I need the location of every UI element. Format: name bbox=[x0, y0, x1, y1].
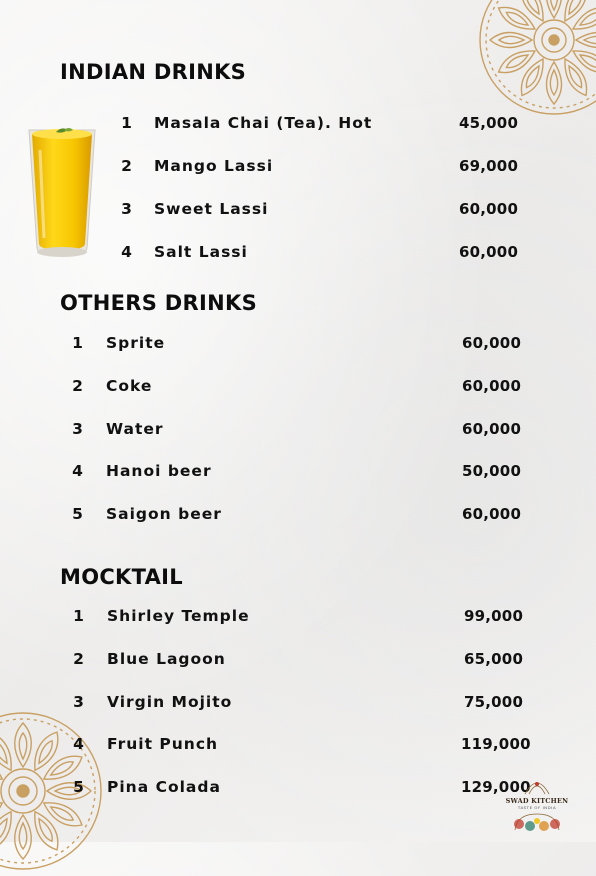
item-number: 5 bbox=[72, 505, 84, 523]
item-number: 3 bbox=[72, 420, 84, 438]
item-price: 75,000 bbox=[464, 693, 524, 711]
menu-item bbox=[0, 735, 596, 755]
item-number: 4 bbox=[72, 462, 84, 480]
menu-item bbox=[0, 420, 596, 440]
item-price: 129,000 bbox=[461, 778, 531, 796]
item-number: 4 bbox=[121, 243, 133, 261]
menu-item bbox=[0, 377, 596, 397]
item-name: Mango Lassi bbox=[154, 157, 274, 175]
item-number: 3 bbox=[121, 200, 133, 218]
item-name: Coke bbox=[106, 377, 153, 395]
item-name: Fruit Punch bbox=[107, 735, 219, 753]
menu-item bbox=[0, 334, 596, 354]
swad-kitchen-logo bbox=[503, 774, 571, 832]
item-name: Shirley Temple bbox=[107, 607, 250, 625]
item-name: Sweet Lassi bbox=[154, 200, 269, 218]
item-price: 119,000 bbox=[461, 735, 531, 753]
item-price: 60,000 bbox=[462, 377, 522, 395]
menu-item bbox=[0, 114, 596, 134]
mandala-top-right-decoration bbox=[474, 0, 596, 120]
item-price: 69,000 bbox=[459, 157, 519, 175]
item-name: Water bbox=[106, 420, 164, 438]
item-price: 99,000 bbox=[464, 607, 524, 625]
item-name: Sprite bbox=[106, 334, 166, 352]
menu-item bbox=[0, 505, 596, 525]
item-price: 50,000 bbox=[462, 462, 522, 480]
item-name: Virgin Mojito bbox=[107, 693, 233, 711]
section-title-indian-drinks: INDIAN DRINKS bbox=[60, 60, 247, 84]
item-number: 1 bbox=[121, 114, 133, 132]
item-price: 60,000 bbox=[462, 420, 522, 438]
menu-item bbox=[0, 462, 596, 482]
item-name: Hanoi beer bbox=[106, 462, 212, 480]
logo-name: SWAD KITCHEN bbox=[505, 797, 569, 805]
item-price: 45,000 bbox=[459, 114, 519, 132]
item-name: Masala Chai (Tea). Hot bbox=[154, 114, 373, 132]
item-price: 60,000 bbox=[459, 200, 519, 218]
item-price: 60,000 bbox=[462, 505, 522, 523]
menu-item bbox=[0, 243, 596, 263]
item-number: 2 bbox=[121, 157, 133, 175]
item-name: Pina Colada bbox=[107, 778, 221, 796]
item-number: 2 bbox=[72, 377, 84, 395]
section-title-others-drinks: OTHERS DRINKS bbox=[60, 291, 257, 315]
item-price: 60,000 bbox=[459, 243, 519, 261]
menu-item bbox=[0, 157, 596, 177]
menu-item bbox=[0, 607, 596, 627]
item-number: 3 bbox=[73, 693, 85, 711]
menu-item bbox=[0, 200, 596, 220]
menu-item bbox=[0, 650, 596, 670]
item-name: Saigon beer bbox=[106, 505, 222, 523]
item-number: 5 bbox=[73, 778, 85, 796]
item-name: Salt Lassi bbox=[154, 243, 248, 261]
item-number: 2 bbox=[73, 650, 85, 668]
item-price: 65,000 bbox=[464, 650, 524, 668]
item-price: 60,000 bbox=[462, 334, 522, 352]
item-name: Blue Lagoon bbox=[107, 650, 226, 668]
logo-tagline: TASTE OF INDIA bbox=[517, 805, 557, 810]
mango-lassi-glass-image bbox=[26, 120, 98, 262]
item-number: 1 bbox=[73, 607, 85, 625]
section-title-mocktail: MOCKTAIL bbox=[60, 565, 183, 589]
item-number: 1 bbox=[72, 334, 84, 352]
menu-item bbox=[0, 693, 596, 713]
item-number: 4 bbox=[73, 735, 85, 753]
